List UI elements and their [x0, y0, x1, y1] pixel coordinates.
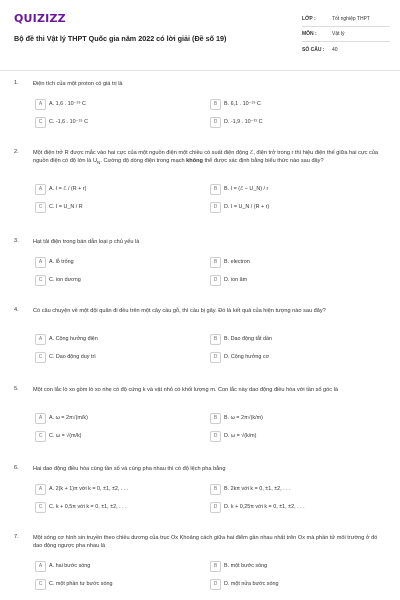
meta-key: LỚP :: [302, 16, 316, 22]
question-text: Hạt tải điện trong bán dẫn loại p chủ yếu là: [33, 239, 140, 245]
question-text: Một sóng cơ hình sin truyền theo chiều dương của trục Ox Khoảng cách giữa hai điểm gần nhau nhất trên Ox mà phần tử môi trường ở đó dao động ngược pha nhau là: [33, 535, 378, 549]
option-text: D. ion âm: [224, 277, 248, 283]
question-number: 5.: [14, 386, 19, 392]
option-letter-box[interactable]: C: [35, 117, 46, 128]
option-letter-box[interactable]: A: [35, 257, 46, 268]
question-number: 7.: [14, 534, 19, 540]
option-letter-box[interactable]: B: [210, 561, 221, 572]
answer-option-b[interactable]: [210, 413, 361, 426]
option-letter-box[interactable]: D: [210, 502, 221, 513]
meta-value: Vật lý: [332, 31, 345, 37]
option-letter-box[interactable]: D: [210, 579, 221, 590]
option-text: B. một bước sóng: [224, 563, 268, 569]
answer-option-b[interactable]: [210, 561, 361, 574]
answer-option-a[interactable]: [35, 561, 186, 574]
question-number: 3.: [14, 238, 19, 244]
option-text: B. Dao động tắt dần: [224, 336, 272, 342]
meta-table: [302, 12, 390, 57]
answer-option-a[interactable]: [35, 334, 186, 347]
answer-option-a[interactable]: [35, 484, 186, 497]
meta-row-count: [302, 42, 390, 57]
answer-option-d[interactable]: [210, 431, 361, 444]
option-text: C. một phần tư bước sóng: [49, 581, 113, 587]
option-letter-box[interactable]: D: [210, 352, 221, 363]
answer-option-c[interactable]: [35, 275, 186, 288]
option-text: D. k + 0,25π với k = 0, ±1, ±2, . . .: [224, 504, 305, 510]
question-text: Điện tích của một proton có giá trị là: [33, 81, 123, 87]
option-letter-box[interactable]: C: [35, 352, 46, 363]
document-title: Bộ đề thi Vật lý THPT Quốc gia năm 2022 có lời giải (Đề số 19): [14, 34, 227, 43]
option-letter-box[interactable]: D: [210, 202, 221, 213]
option-letter-box[interactable]: C: [35, 502, 46, 513]
option-text: D. ω = √(k/m): [224, 433, 257, 439]
option-letter-box[interactable]: A: [35, 561, 46, 572]
question-text: Một con lắc lò xo gồm lò xo nhẹ có độ cứng k và vật nhỏ có khối lượng m. Con lắc này dao động điều hòa với tần số góc là: [33, 387, 338, 393]
question-6: [14, 465, 394, 518]
option-text: B. 6,1 . 10⁻¹⁹ C: [224, 101, 261, 107]
option-text: C. -1,6 . 10⁻¹⁹ C: [49, 119, 89, 125]
option-text: B. ω = 2π√(k/m): [224, 415, 263, 421]
meta-row-subject: [302, 27, 390, 42]
meta-row-class: [302, 12, 390, 27]
option-letter-box[interactable]: B: [210, 334, 221, 345]
question-2: [14, 149, 394, 218]
option-text: A. 2(k + 1)π với k = 0, ±1, ±2, . . .: [49, 486, 129, 492]
question-number: 1.: [14, 80, 19, 86]
answer-option-d[interactable]: [210, 202, 361, 215]
question-4: [14, 307, 394, 368]
option-text: B. electron: [224, 259, 250, 265]
question-7: [14, 534, 394, 595]
answer-option-a[interactable]: [35, 184, 186, 197]
question-text: Có câu chuyện về một đội quân đi đều trên một cây cầu gỗ, thì cầu bị gãy. Đó là kết quả của hiện tượng nào sau đây?: [33, 308, 326, 314]
option-letter-box[interactable]: A: [35, 484, 46, 495]
option-letter-box[interactable]: A: [35, 334, 46, 345]
answer-option-b[interactable]: [210, 184, 361, 197]
question-3: [14, 238, 394, 291]
answer-option-b[interactable]: [210, 99, 361, 112]
option-letter-box[interactable]: C: [35, 275, 46, 286]
option-text: B. I = (ℰ − U_N) / r: [224, 186, 269, 192]
answer-option-c[interactable]: [35, 352, 186, 365]
answer-option-b[interactable]: [210, 484, 361, 497]
question-number: 2.: [14, 149, 19, 155]
question-1: [14, 80, 394, 133]
option-letter-box[interactable]: A: [35, 184, 46, 195]
option-text: D. -1,9 . 10⁻³¹ C: [224, 119, 263, 125]
answer-option-c[interactable]: [35, 579, 186, 592]
header-divider: [0, 70, 400, 71]
option-letter-box[interactable]: C: [35, 431, 46, 442]
answer-option-c[interactable]: [35, 117, 186, 130]
option-text: D. I = U_N / (R + r): [224, 204, 270, 210]
answer-option-a[interactable]: [35, 257, 186, 270]
answer-option-a[interactable]: [35, 99, 186, 112]
question-5: [14, 386, 394, 447]
option-text: C. ion dương: [49, 277, 81, 283]
option-text: A. Cộng hưởng điện: [49, 336, 98, 342]
answer-option-c[interactable]: [35, 431, 186, 444]
answer-option-d[interactable]: [210, 117, 361, 130]
question-text: Hai dao động điều hòa cùng tần số và cùng pha nhau thì có độ lệch pha bằng: [33, 466, 226, 472]
option-letter-box[interactable]: A: [35, 413, 46, 424]
question-number: 4.: [14, 307, 19, 313]
option-text: C. Dao động duy trì: [49, 354, 96, 360]
question-number: 6.: [14, 465, 19, 471]
answer-option-d[interactable]: [210, 502, 361, 515]
option-letter-box[interactable]: C: [35, 202, 46, 213]
option-letter-box[interactable]: B: [210, 484, 221, 495]
meta-key: SỐ CÂU :: [302, 46, 325, 53]
option-letter-box[interactable]: D: [210, 431, 221, 442]
option-text: A. hai bước sóng: [49, 563, 91, 569]
answer-option-c[interactable]: [35, 202, 186, 215]
answer-option-d[interactable]: [210, 579, 361, 592]
option-text: A. 1,6 . 10⁻¹⁹ C: [49, 101, 86, 107]
option-letter-box[interactable]: B: [210, 99, 221, 110]
option-letter-box[interactable]: A: [35, 99, 46, 110]
option-letter-box[interactable]: B: [210, 413, 221, 424]
answer-option-d[interactable]: [210, 352, 361, 365]
option-text: A. lỗ trống: [49, 259, 74, 265]
option-letter-box[interactable]: D: [210, 117, 221, 128]
option-text: C. ω = √(m/k): [49, 433, 82, 439]
meta-value: Tốt nghiệp THPT: [332, 16, 370, 22]
quizizz-logo: QUIZIZZ: [14, 12, 66, 25]
option-text: C. I = U_N / R: [49, 204, 83, 210]
option-letter-box[interactable]: C: [35, 579, 46, 590]
answer-option-c[interactable]: [35, 502, 186, 515]
meta-key: MÔN :: [302, 31, 317, 37]
option-letter-box[interactable]: B: [210, 184, 221, 195]
option-text: C. k + 0,5π với k = 0, ±1, ±2, . . .: [49, 504, 127, 510]
option-text: D. Cộng hưởng cơ: [224, 354, 270, 360]
page-header: [14, 12, 386, 60]
option-letter-box[interactable]: B: [210, 257, 221, 268]
meta-value: 40: [332, 46, 338, 53]
question-text: Một điện trở R được mắc vào hai cực của một nguồn điện một chiều có suất điện động ℰ, điện trở trong r thì hiệu điện thế giữa hai cực của nguồn điện có độ lớn là $U_N$. Cường độ dòng điện trong mạch không thể được xác định bằng biểu thức nào sau đây?: [33, 150, 378, 166]
option-text: D. một nửa bước sóng: [224, 581, 279, 587]
answer-option-b[interactable]: [210, 257, 361, 270]
answer-option-a[interactable]: [35, 413, 186, 426]
option-text: A. I = ℰ / (R + r): [49, 186, 87, 192]
option-text: A. ω = 2π√(m/k): [49, 415, 88, 421]
option-text: B. 2kπ với k = 0, ±1, ±2, . . .: [224, 486, 291, 492]
answer-option-b[interactable]: [210, 334, 361, 347]
option-letter-box[interactable]: D: [210, 275, 221, 286]
answer-option-d[interactable]: [210, 275, 361, 288]
